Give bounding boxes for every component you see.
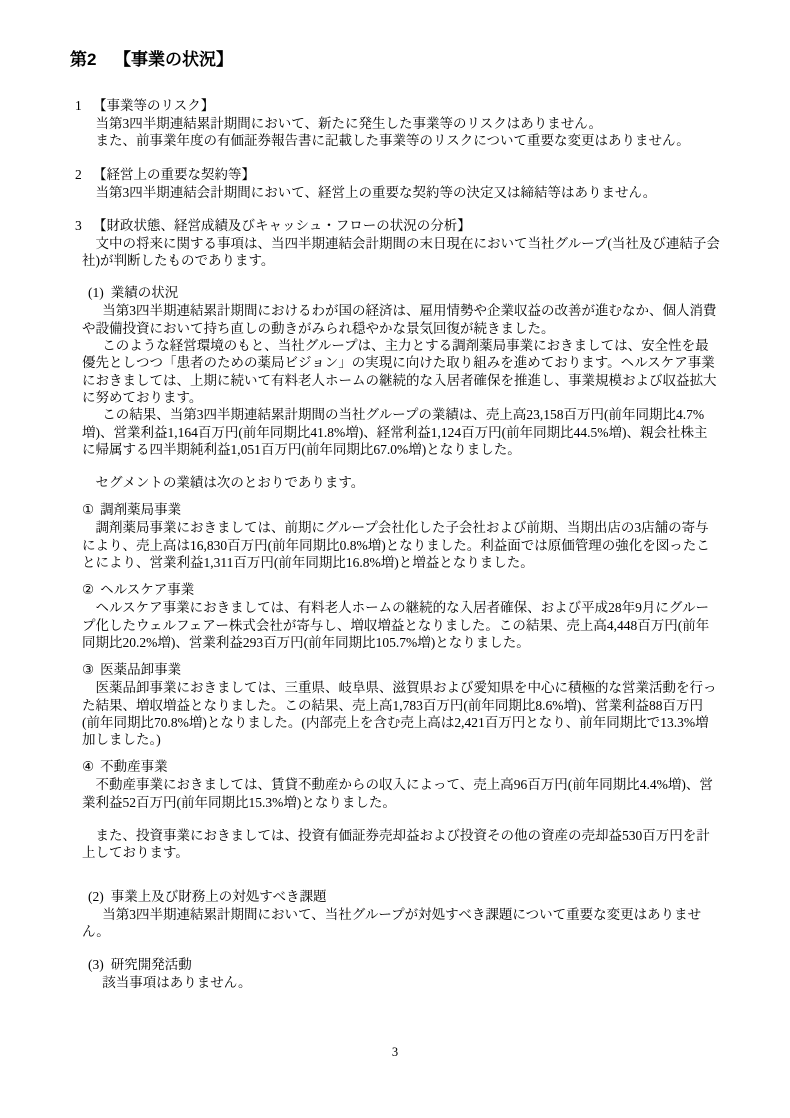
subsection-number: (1) (88, 285, 104, 301)
segment-number: ② (82, 582, 95, 598)
paragraph: 不動産事業におきましては、賃貸不動産からの収入によって、売上高96百万円(前年同期比4.4%増)、営業利益52百万円(前年同期比15.3%増)となりました。 (82, 777, 713, 810)
section-title: 【経営上の重要な契約等】 (93, 166, 255, 182)
paragraph: この結果、当第3四半期連結累計期間の当社グループの業績は、売上高23,158百万円(前年同期比4.7%増)、営業利益1,164百万円(前年同期比41.8%増)、経常利益1,124百万円(前年同期比44.5%増)、親会社株主に帰属する四半期純利益1,051百万円(前年同期比67.0%増)となりました。 (82, 407, 708, 457)
segment-pharmacy (82, 501, 720, 571)
segment-real-estate (82, 758, 720, 811)
paragraph: 医薬品卸事業におきましては、三重県、岐阜県、滋賀県および愛知県を中心に積極的な営業活動を行った結果、増収増益となりました。この結果、売上高1,783百万円(前年同期比8.6%増)、営業利益88百万円(前年同期比70.8%増)となりました。(内部売上を含む売上高は2,421百万円となり、前年同期比で13.3%増加しました。) (82, 680, 717, 748)
section-important-contracts (70, 166, 720, 201)
paragraph: 当第3四半期連結累計期間におけるわが国の経済は、雇用情勢や企業収益の改善が進むなか、個人消費や設備投資において持ち直しの動きがみられ穏やかな景気回復が続きました。 (82, 303, 717, 336)
paragraph: 当第3四半期連結会計期間において、経営上の重要な契約等の決定又は締結等はありません。 (95, 184, 657, 200)
section-body (82, 115, 720, 150)
subsection-heading (88, 284, 720, 302)
segment-healthcare (82, 581, 720, 651)
paragraph: また、前事業年度の有価証券報告書に記載した事業等のリスクについて重要な変更はありません。 (95, 133, 690, 149)
subsection-heading (88, 888, 720, 906)
section-number: 1 (75, 98, 82, 113)
section-body (82, 184, 720, 201)
section-heading (70, 97, 720, 115)
paragraph: 当第3四半期連結累計期間において、新たに発生した事業等のリスクはありません。 (95, 116, 603, 131)
subsection-title: 事業上及び財務上の対処すべき課題 (110, 888, 327, 904)
page-number: 3 (391, 1045, 399, 1059)
section-body (82, 235, 720, 992)
subsection-title: 業績の状況 (110, 285, 179, 301)
segment-number: ③ (82, 662, 95, 678)
segment-title: 不動産事業 (100, 759, 168, 775)
segment-heading (82, 581, 720, 599)
investment-note: また、投資事業におきましては、投資有価証券売却益および投資その他の資産の売却益530百万円を計上しております。 (82, 828, 710, 861)
page-title-text: 【事業の状況】 (114, 50, 233, 69)
subsection-issues-to-address (82, 888, 720, 941)
section-number: 2 (75, 166, 82, 182)
subsection-number: (3) (88, 957, 104, 973)
paragraph: 当第3四半期連結累計期間において、当社グループが対処すべき課題について重要な変更はありません。 (82, 906, 702, 939)
segment-number: ④ (82, 759, 95, 775)
section-heading (70, 217, 720, 235)
segment-heading (82, 501, 720, 519)
subsection-rd-activities (82, 956, 720, 991)
page-title (70, 50, 720, 70)
segment-heading (82, 661, 720, 679)
paragraph: ヘルスケア事業におきましては、有料老人ホームの継続的な入居者確保、および平成28年9月にグループ化したウェルフェアー株式会社が寄与し、増収増益となりました。この結果、売上高4,448百万円(前年同期比20.2%増)、営業利益293百万円(前年同期比105.7%増)となりました。 (82, 600, 710, 650)
subsection-number: (2) (88, 888, 104, 904)
paragraph: このような経営環境のもと、当社グループは、主力とする調剤薬局事業におきましては、安全性を最優先としつつ「患者のための薬局ビジョン」の実現に向けた取り組みを進めております。ヘルスケア事業におきましては、上期に続いて有料老人ホームの継続的な入居者確保を推進し、事業規模および収益拡大に努めております。 (82, 338, 717, 405)
segment-title: ヘルスケア事業 (100, 582, 195, 598)
segment-intro: セグメントの業績は次のとおりであります。 (95, 475, 365, 491)
page-title-number: 第2 (70, 50, 97, 69)
segment-number: ① (82, 502, 95, 518)
segment-title: 調剤薬局事業 (100, 502, 182, 518)
section-number: 3 (75, 217, 82, 233)
section-heading (70, 166, 720, 184)
section-business-risks (70, 97, 720, 150)
section-intro: 文中の将来に関する事項は、当四半期連結会計期間の末日現在において当社グループ(当社及び連結子会社)が判断したものであります。 (82, 235, 720, 269)
subsection-business-results (82, 284, 720, 861)
segment-pharmaceutical-wholesale (82, 661, 720, 748)
section-financial-analysis (70, 217, 720, 992)
segment-heading (82, 758, 720, 776)
subsection-body (82, 974, 720, 991)
section-title: 【事業等のリスク】 (93, 98, 215, 113)
paragraph: 該当事項はありません。 (102, 975, 252, 991)
segment-title: 医薬品卸事業 (100, 662, 182, 678)
paragraph: 調剤薬局事業におきましては、前期にグループ会社化した子会社および前期、当期出店の3店舗の寄与により、売上高は16,830百万円(前年同期比0.8%増)となりました。利益面では原価管理の強化を図ったことにより、営業利益1,311百万円(前年同期比16.8%増)と増益となりました。 (82, 520, 710, 571)
subsection-body (82, 906, 720, 941)
subsection-title: 研究開発活動 (110, 957, 192, 973)
subsection-heading (88, 956, 720, 974)
subsection-body (82, 302, 720, 861)
section-title: 【財政状態、経営成績及びキャッシュ・フローの状況の分析】 (93, 217, 471, 233)
